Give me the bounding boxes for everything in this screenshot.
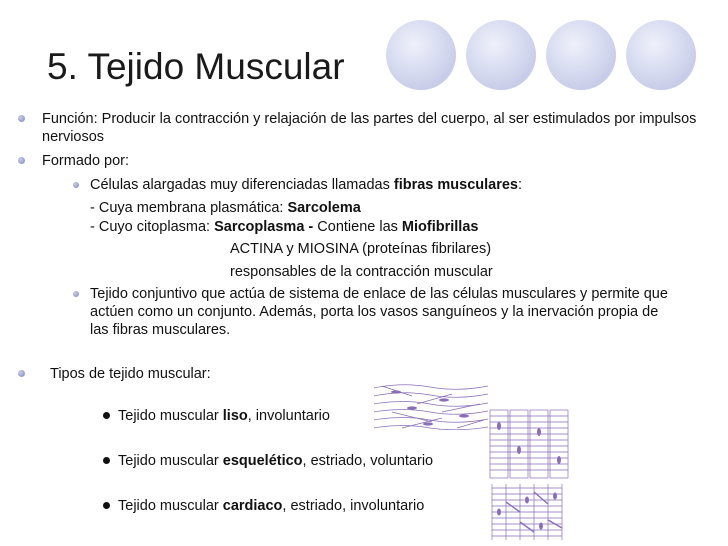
- line-responsables: responsables de la contracción muscular: [230, 264, 493, 280]
- bullet-icon: [103, 502, 110, 509]
- skeletal-muscle-illustration: [488, 408, 570, 480]
- cardiaco-post: , estriado, involuntario: [282, 498, 425, 514]
- sarcoplasma-bold: Sarcoplasma -: [214, 219, 318, 235]
- bullet-icon: [18, 157, 25, 164]
- cardiaco-bold: cardiaco: [222, 498, 283, 514]
- bullet-icon: [103, 457, 110, 464]
- bullet-icon: [103, 412, 110, 419]
- bullet-formado: Formado por:: [42, 153, 130, 169]
- cardiac-muscle-illustration: [488, 482, 570, 542]
- bullet-funcion: Función: Producir la contracción y relajación de las partes del cuerpo, al ser estimulados por impulsos nerviosos: [42, 111, 697, 145]
- esqueletico-bold: esquelético: [222, 453, 303, 469]
- sub-bullet-tejido-conjuntivo: Tejido conjuntivo que actúa de sistema de enlace de las células musculares y permite que actúen como un conjunto. Además, porta los vasos sanguíneos y la inervación propia de las fibras musculares.: [90, 286, 668, 338]
- decor-circle-4: [626, 20, 696, 90]
- decor-circle-2: [466, 20, 536, 90]
- slide-title: 5. Tejido Muscular: [47, 46, 345, 87]
- esqueletico-post: , estriado, voluntario: [302, 453, 434, 469]
- bullet-tipos: Tipos de tejido muscular:: [50, 366, 211, 382]
- decor-circle-3: [546, 20, 616, 90]
- sub-bullet-icon: [73, 182, 79, 188]
- bullet-icon: [18, 115, 25, 122]
- sub-bullet-celulas: [90, 176, 522, 194]
- line-sarcolema: [90, 199, 361, 217]
- type-liso: [118, 407, 330, 425]
- liso-post: , involuntario: [247, 408, 330, 424]
- esqueletico-text: Tejido muscular: [118, 453, 223, 469]
- sub-bullet-icon: [73, 291, 79, 297]
- type-cardiaco: [118, 497, 424, 515]
- miofibrillas-bold: Miofibrillas: [401, 219, 479, 235]
- sarcoplasma-text: - Cuyo citoplasma:: [90, 219, 215, 235]
- smooth-muscle-illustration: [372, 382, 490, 430]
- bullet-icon: [18, 370, 25, 377]
- contiene-text: Contiene las: [317, 219, 402, 235]
- cardiaco-text: Tejido muscular: [118, 498, 223, 514]
- decor-circle-1: [386, 20, 456, 90]
- liso-text: Tejido muscular: [118, 408, 223, 424]
- celulas-text: Células alargadas muy diferenciadas llamadas: [90, 177, 394, 193]
- celulas-colon: :: [517, 177, 523, 193]
- sarcolema-bold: Sarcolema: [287, 200, 361, 216]
- sarcolema-text: - Cuya membrana plasmática:: [90, 200, 288, 216]
- line-actina: ACTINA y MIOSINA (proteínas fibrilares): [230, 241, 492, 257]
- liso-bold: liso: [222, 408, 248, 424]
- celulas-bold: fibras musculares: [393, 177, 518, 193]
- line-sarcoplasma: [90, 218, 478, 236]
- type-esqueletico: [118, 452, 433, 470]
